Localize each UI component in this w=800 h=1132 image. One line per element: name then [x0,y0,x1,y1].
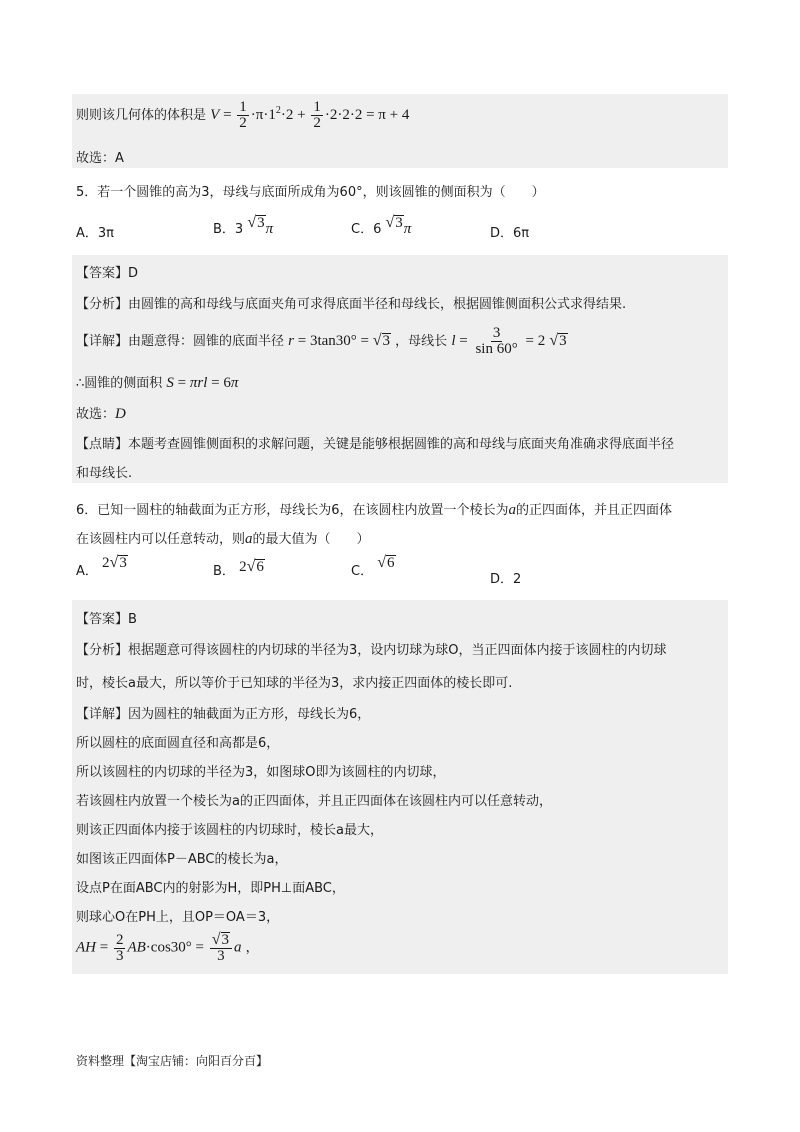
detail-text: 所以圆柱的底面圆直径和高都是6， [76,736,280,751]
detail-text: 则球心O在PH上，且OP＝OA＝3， [76,910,280,925]
detail-text: 若该圆柱内放置一个棱长为a的正四面体，并且正四面体在该圆柱内可以任意转动， [76,794,552,809]
detail-text: 则该正四面体内接于该圆柱的内切球时，棱长a最大， [76,823,383,838]
option-b: B．3 √ 3 π [213,214,274,237]
area-line: ∴圆锥的侧面积 S = πrl = 6π [76,375,239,391]
question-stem: 6．已知一圆柱的轴截面为正方形，母线长为6，在该圆柱内放置一个棱长为a的正四面体，并且正四面体 [76,502,673,518]
option-d: D．2 [490,572,522,587]
question-stem: 5．若一个圆锥的高为3，母线与底面所成角为60°，则该圆锥的侧面积为（ ） [76,185,545,200]
detail-text: 【详解】因为圆柱的轴截面为正方形，母线长为6， [76,707,371,722]
answer-label: 【答案】B [76,612,137,627]
detail-text: 如图该正四面体P－ABC的棱长为a， [76,852,288,867]
analysis-text: 时，棱长a最大，所以等价于已知球的半径为3，求内接正四面体的棱长即可. [76,676,513,691]
detail-text: 【详解】由题意得：圆锥的底面半径 r = 3tan30° = √ 3 ，母线长 l = $\frac{3}{\sin 60^\circ}$ = 2 √ 3 [76,325,567,357]
answer-line: 故选：A [76,151,124,166]
option-c: C．6 √ 3 π [351,214,412,237]
comment-text: 和母线长. [76,466,133,481]
answer-label: 【答案】D [76,266,139,281]
comment-text: 【点睛】本题考查圆锥侧面积的求解问题，关键是能够根据圆锥的高和母线与底面夹角准确求得底面半径 [76,437,675,452]
detail-text: 所以该圆柱的内切球的半径为3，如图球O即为该圆柱的内切球， [76,765,446,780]
answer-line: 故选：D [76,406,126,422]
option-b: B． 2 √ 6 [213,558,264,579]
analysis-text: 【分析】由圆锥的高和母线与底面夹角可求得底面半径和母线长，根据圆锥侧面积公式求得结果. [76,297,627,312]
question-stem: 在该圆柱内可以任意转动，则a的最大值为（ ） [76,531,370,547]
option-a: A． 2 √ 3 [76,554,127,579]
ah-formula: AH = $\frac{2}{3}$ AB·cos30° = √ 3 3 a ， [76,931,259,964]
detail-text: 设点P在面ABC内的射影为H，即PH⊥面ABC， [76,881,345,896]
footer-credit: 资料整理【淘宝店铺：向阳百分百】 [76,1054,269,1068]
volume-line: 则则该几何体的体积是 V = $\frac{1}{2}$ $\cdot\pi\cdot 1^2\cdot 2$ + $\frac{1}{2}$ ·2·2·2 = π + 4 [76,99,410,131]
option-c: C． √ 6 [351,554,395,579]
option-a: A．3π [76,226,114,241]
option-d: D．6π [490,226,530,241]
analysis-text: 【分析】根据题意可得该圆柱的内切球的半径为3，设内切球为球O，当正四面体内接于该圆柱的内切球 [76,643,667,658]
